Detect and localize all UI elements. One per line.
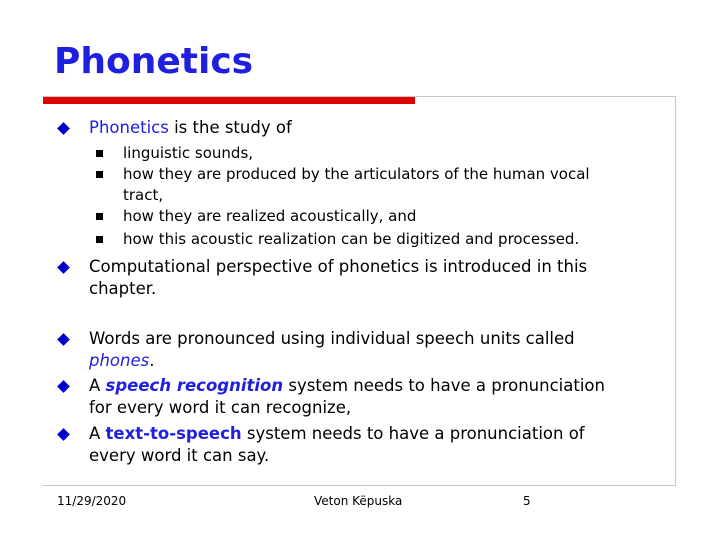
diamond-bullet-icon (57, 261, 70, 274)
subitem-4: how this acoustic realization can be digitized and processed. (123, 230, 580, 248)
diamond-bullet-icon (57, 428, 70, 441)
subitem-2: how they are produced by the articulators of the human vocal (123, 165, 590, 183)
bullet-text: is the study of (168, 118, 292, 137)
frame-right-line (675, 96, 676, 486)
subitem-3: how they are realized acoustically, and (123, 207, 417, 225)
bullet-phonetics-definition (89, 117, 292, 139)
subitem-1: linguistic sounds, (123, 144, 254, 162)
square-bullet-icon (96, 171, 103, 178)
diamond-bullet-icon (57, 380, 70, 393)
square-bullet-icon (96, 236, 103, 243)
square-bullet-icon (96, 213, 103, 220)
bullet-computational-line2: chapter. (89, 279, 157, 298)
bullet-phones-line2: phones. (89, 351, 155, 370)
term-phonetics: Phonetics (89, 118, 169, 137)
bullet-tts-line2: every word it can say. (89, 446, 270, 465)
diamond-bullet-icon (57, 122, 70, 135)
slide-title: Phonetics (54, 41, 254, 82)
subitem-2-continued: tract, (123, 186, 164, 204)
bullet-tts-line1: A text-to-speech system needs to have a pronunciation of (89, 424, 585, 443)
bullet-phones-line1: Words are pronounced using individual speech units called (89, 329, 575, 348)
diamond-bullet-icon (57, 333, 70, 346)
bullet-speech-recognition-line1: A speech recognition system needs to have a pronunciation (89, 376, 605, 395)
frame-bottom-line (43, 485, 676, 486)
footer-author: Veton Këpuska (314, 494, 403, 508)
footer-date: 11/29/2020 (57, 494, 127, 508)
square-bullet-icon (96, 150, 103, 157)
footer-page-number: 5 (523, 494, 531, 508)
bullet-speech-recognition-line2: for every word it can recognize, (89, 398, 352, 417)
bullet-computational-line1: Computational perspective of phonetics is introduced in this (89, 257, 588, 276)
title-accent-bar (43, 97, 415, 104)
term-speech-recognition: speech recognition (105, 376, 284, 395)
term-text-to-speech: text-to-speech (105, 424, 242, 443)
term-phones: phones (89, 351, 150, 370)
